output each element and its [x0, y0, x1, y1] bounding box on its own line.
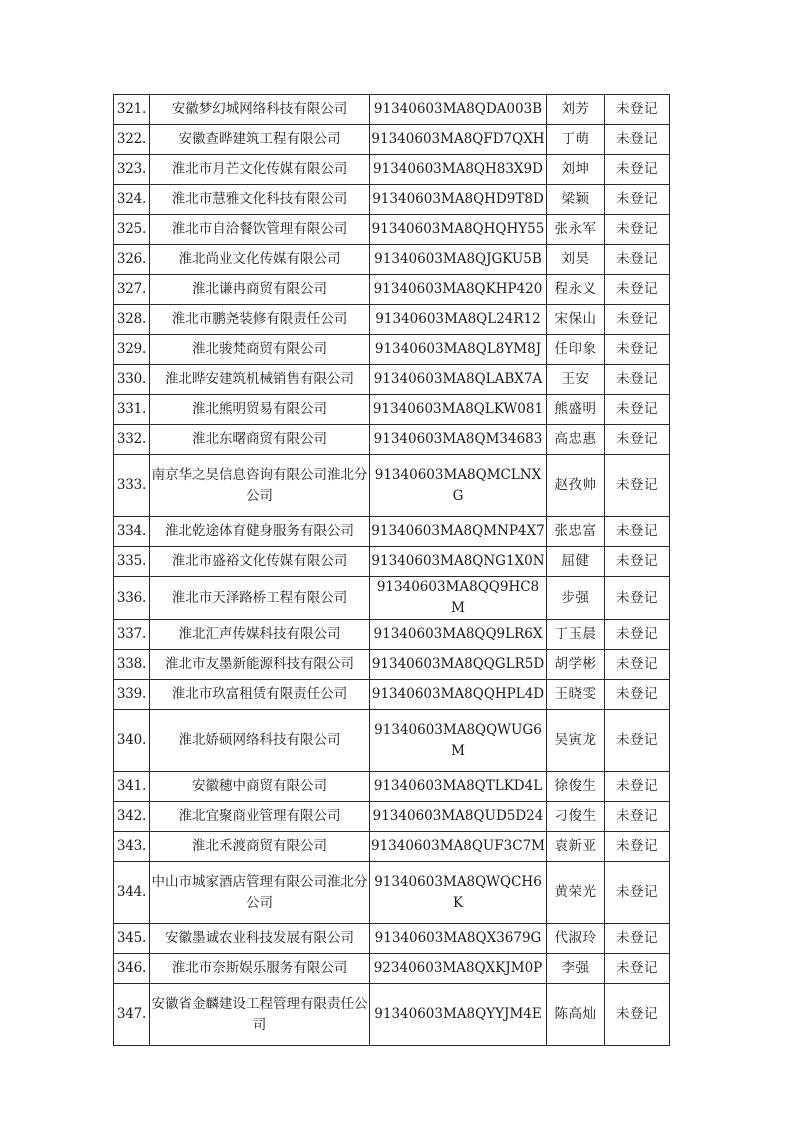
company-name-cell: 淮北熊明贸易有限公司	[150, 395, 370, 425]
credit-code-cell: 91340603MA8QM34683	[370, 425, 547, 455]
registration-status-cell: 未登记	[605, 984, 670, 1046]
company-name-cell: 安徽穗中商贸有限公司	[150, 772, 370, 802]
credit-code-cell: 91340603MA8QLKW081	[370, 395, 547, 425]
credit-code-cell: 91340603MA8QQHPL4D	[370, 680, 547, 710]
legal-representative-cell: 王安	[547, 365, 605, 395]
table-row	[114, 155, 670, 185]
registration-status-cell: 未登记	[605, 517, 670, 547]
registration-status-cell: 未登记	[605, 577, 670, 620]
legal-representative-cell: 步强	[547, 577, 605, 620]
company-name-cell: 淮北禾渡商贸有限公司	[150, 832, 370, 862]
table-row	[114, 772, 670, 802]
credit-code-cell: 91340603MA8QMCLNXG	[370, 455, 547, 517]
table-row	[114, 275, 670, 305]
row-number-cell: 332.	[114, 425, 150, 455]
credit-code-cell: 91340603MA8QHQHY55	[370, 215, 547, 245]
credit-code-cell: 91340603MA8QL24R12	[370, 305, 547, 335]
table-row	[114, 185, 670, 215]
credit-code-cell: 91340603MA8QNG1X0N	[370, 547, 547, 577]
row-number-cell: 340.	[114, 710, 150, 772]
registration-status-cell: 未登记	[605, 185, 670, 215]
company-name-cell: 安徽省金麟建设工程管理有限责任公司	[150, 984, 370, 1046]
company-name-cell: 安徽墨诚农业科技发展有限公司	[150, 924, 370, 954]
table-row	[114, 215, 670, 245]
company-name-cell: 淮北市友墨新能源科技有限公司	[150, 650, 370, 680]
legal-representative-cell: 丁萌	[547, 125, 605, 155]
row-number-cell: 346.	[114, 954, 150, 984]
company-name-cell: 淮北谦冉商贸有限公司	[150, 275, 370, 305]
company-name-cell: 淮北市盛裕文化传媒有限公司	[150, 547, 370, 577]
credit-code-cell: 91340603MA8QX3679G	[370, 924, 547, 954]
row-number-cell: 343.	[114, 832, 150, 862]
legal-representative-cell: 袁新亚	[547, 832, 605, 862]
registration-status-cell: 未登记	[605, 155, 670, 185]
row-number-cell: 342.	[114, 802, 150, 832]
company-name-cell: 淮北市慧雅文化科技有限公司	[150, 185, 370, 215]
company-name-cell: 淮北市鹏尧装修有限责任公司	[150, 305, 370, 335]
table-row	[114, 335, 670, 365]
company-name-cell: 淮北乾途体育健身服务有限公司	[150, 517, 370, 547]
credit-code-cell: 91340603MA8QH83X9D	[370, 155, 547, 185]
legal-representative-cell: 梁颖	[547, 185, 605, 215]
company-name-cell: 淮北市玖富租赁有限责任公司	[150, 680, 370, 710]
company-name-cell: 安徽梦幻城网络科技有限公司	[150, 95, 370, 125]
registration-status-cell: 未登记	[605, 365, 670, 395]
credit-code-cell: 91340603MA8QKHP420	[370, 275, 547, 305]
credit-code-cell: 91340603MA8QQ9LR6X	[370, 620, 547, 650]
legal-representative-cell: 刘坤	[547, 155, 605, 185]
registration-status-cell: 未登记	[605, 215, 670, 245]
row-number-cell: 337.	[114, 620, 150, 650]
table-row	[114, 245, 670, 275]
row-number-cell: 327.	[114, 275, 150, 305]
registration-status-cell: 未登记	[605, 455, 670, 517]
legal-representative-cell: 陈高灿	[547, 984, 605, 1046]
table-row	[114, 577, 670, 620]
table-row	[114, 710, 670, 772]
table-row	[114, 832, 670, 862]
credit-code-cell: 91340603MA8QFD7QXH	[370, 125, 547, 155]
company-name-cell: 淮北汇声传媒科技有限公司	[150, 620, 370, 650]
legal-representative-cell: 黄荣光	[547, 862, 605, 924]
credit-code-cell: 91340603MA8QUD5D24	[370, 802, 547, 832]
registration-status-cell: 未登记	[605, 802, 670, 832]
legal-representative-cell: 刁俊生	[547, 802, 605, 832]
registration-status-cell: 未登记	[605, 335, 670, 365]
registration-status-cell: 未登记	[605, 954, 670, 984]
row-number-cell: 331.	[114, 395, 150, 425]
legal-representative-cell: 刘昊	[547, 245, 605, 275]
credit-code-cell: 92340603MA8QXKJM0P	[370, 954, 547, 984]
credit-code-cell: 91340603MA8QDA003B	[370, 95, 547, 125]
company-name-cell: 淮北骏梵商贸有限公司	[150, 335, 370, 365]
row-number-cell: 326.	[114, 245, 150, 275]
registration-status-cell: 未登记	[605, 924, 670, 954]
table-row	[114, 425, 670, 455]
row-number-cell: 339.	[114, 680, 150, 710]
registration-status-cell: 未登记	[605, 710, 670, 772]
credit-code-cell: 91340603MA8QMNP4X7	[370, 517, 547, 547]
legal-representative-cell: 任印象	[547, 335, 605, 365]
legal-representative-cell: 王晓雯	[547, 680, 605, 710]
company-name-cell: 淮北晔安建筑机械销售有限公司	[150, 365, 370, 395]
legal-representative-cell: 代淑玲	[547, 924, 605, 954]
legal-representative-cell: 刘芳	[547, 95, 605, 125]
company-name-cell: 淮北市月芒文化传媒有限公司	[150, 155, 370, 185]
credit-code-cell: 91340603MA8QQWUG6M	[370, 710, 547, 772]
credit-code-cell: 91340603MA8QYYJM4E	[370, 984, 547, 1046]
table-row	[114, 455, 670, 517]
registration-status-cell: 未登记	[605, 425, 670, 455]
legal-representative-cell: 胡学彬	[547, 650, 605, 680]
table-row	[114, 680, 670, 710]
legal-representative-cell: 张忠富	[547, 517, 605, 547]
row-number-cell: 347.	[114, 984, 150, 1046]
table-row	[114, 924, 670, 954]
registration-status-cell: 未登记	[605, 547, 670, 577]
registration-status-cell: 未登记	[605, 305, 670, 335]
row-number-cell: 328.	[114, 305, 150, 335]
credit-code-cell: 91340603MA8QL8YM8J	[370, 335, 547, 365]
legal-representative-cell: 李强	[547, 954, 605, 984]
company-name-cell: 淮北市天泽路桥工程有限公司	[150, 577, 370, 620]
credit-code-cell: 91340603MA8QWQCH6K	[370, 862, 547, 924]
row-number-cell: 336.	[114, 577, 150, 620]
credit-code-cell: 91340603MA8QUF3C7M	[370, 832, 547, 862]
legal-representative-cell: 张永军	[547, 215, 605, 245]
legal-representative-cell: 宋保山	[547, 305, 605, 335]
company-name-cell: 南京华之昊信息咨询有限公司淮北分公司	[150, 455, 370, 517]
table-row	[114, 862, 670, 924]
registration-status-cell: 未登记	[605, 772, 670, 802]
company-name-cell: 淮北尚业文化传媒有限公司	[150, 245, 370, 275]
company-name-cell: 淮北娇硕网络科技有限公司	[150, 710, 370, 772]
registration-status-cell: 未登记	[605, 680, 670, 710]
table-row	[114, 305, 670, 335]
credit-code-cell: 91340603MA8QQ9HC8M	[370, 577, 547, 620]
table-row	[114, 984, 670, 1046]
registration-status-cell: 未登记	[605, 275, 670, 305]
row-number-cell: 324.	[114, 185, 150, 215]
row-number-cell: 335.	[114, 547, 150, 577]
registration-status-cell: 未登记	[605, 650, 670, 680]
table-row	[114, 802, 670, 832]
legal-representative-cell: 程永义	[547, 275, 605, 305]
registration-status-cell: 未登记	[605, 862, 670, 924]
row-number-cell: 345.	[114, 924, 150, 954]
row-number-cell: 341.	[114, 772, 150, 802]
table-row	[114, 650, 670, 680]
credit-code-cell: 91340603MA8QHD9T8D	[370, 185, 547, 215]
registry-table	[113, 94, 670, 1046]
registration-status-cell: 未登记	[605, 245, 670, 275]
table-row	[114, 547, 670, 577]
legal-representative-cell: 高忠惠	[547, 425, 605, 455]
registration-status-cell: 未登记	[605, 832, 670, 862]
credit-code-cell: 91340603MA8QQGLR5D	[370, 650, 547, 680]
row-number-cell: 323.	[114, 155, 150, 185]
company-name-cell: 安徽查晔建筑工程有限公司	[150, 125, 370, 155]
company-name-cell: 中山市城家酒店管理有限公司淮北分公司	[150, 862, 370, 924]
legal-representative-cell: 丁玉晨	[547, 620, 605, 650]
row-number-cell: 322.	[114, 125, 150, 155]
credit-code-cell: 91340603MA8QTLKD4L	[370, 772, 547, 802]
registration-status-cell: 未登记	[605, 95, 670, 125]
row-number-cell: 338.	[114, 650, 150, 680]
table-row	[114, 620, 670, 650]
table-row	[114, 954, 670, 984]
registration-status-cell: 未登记	[605, 620, 670, 650]
table-body	[114, 95, 670, 1046]
legal-representative-cell: 熊盛明	[547, 395, 605, 425]
registration-status-cell: 未登记	[605, 125, 670, 155]
table-row	[114, 517, 670, 547]
row-number-cell: 325.	[114, 215, 150, 245]
row-number-cell: 321.	[114, 95, 150, 125]
table-row	[114, 365, 670, 395]
company-name-cell: 淮北东曙商贸有限公司	[150, 425, 370, 455]
legal-representative-cell: 屈健	[547, 547, 605, 577]
legal-representative-cell: 赵孜帅	[547, 455, 605, 517]
row-number-cell: 329.	[114, 335, 150, 365]
legal-representative-cell: 徐俊生	[547, 772, 605, 802]
row-number-cell: 344.	[114, 862, 150, 924]
company-name-cell: 淮北宜聚商业管理有限公司	[150, 802, 370, 832]
company-name-cell: 淮北市自洽餐饮管理有限公司	[150, 215, 370, 245]
row-number-cell: 330.	[114, 365, 150, 395]
table-row	[114, 95, 670, 125]
credit-code-cell: 91340603MA8QLABX7A	[370, 365, 547, 395]
table-row	[114, 125, 670, 155]
row-number-cell: 334.	[114, 517, 150, 547]
credit-code-cell: 91340603MA8QJGKU5B	[370, 245, 547, 275]
table-row	[114, 395, 670, 425]
legal-representative-cell: 吴寅龙	[547, 710, 605, 772]
company-name-cell: 淮北市奈斯娱乐服务有限公司	[150, 954, 370, 984]
registration-status-cell: 未登记	[605, 395, 670, 425]
row-number-cell: 333.	[114, 455, 150, 517]
